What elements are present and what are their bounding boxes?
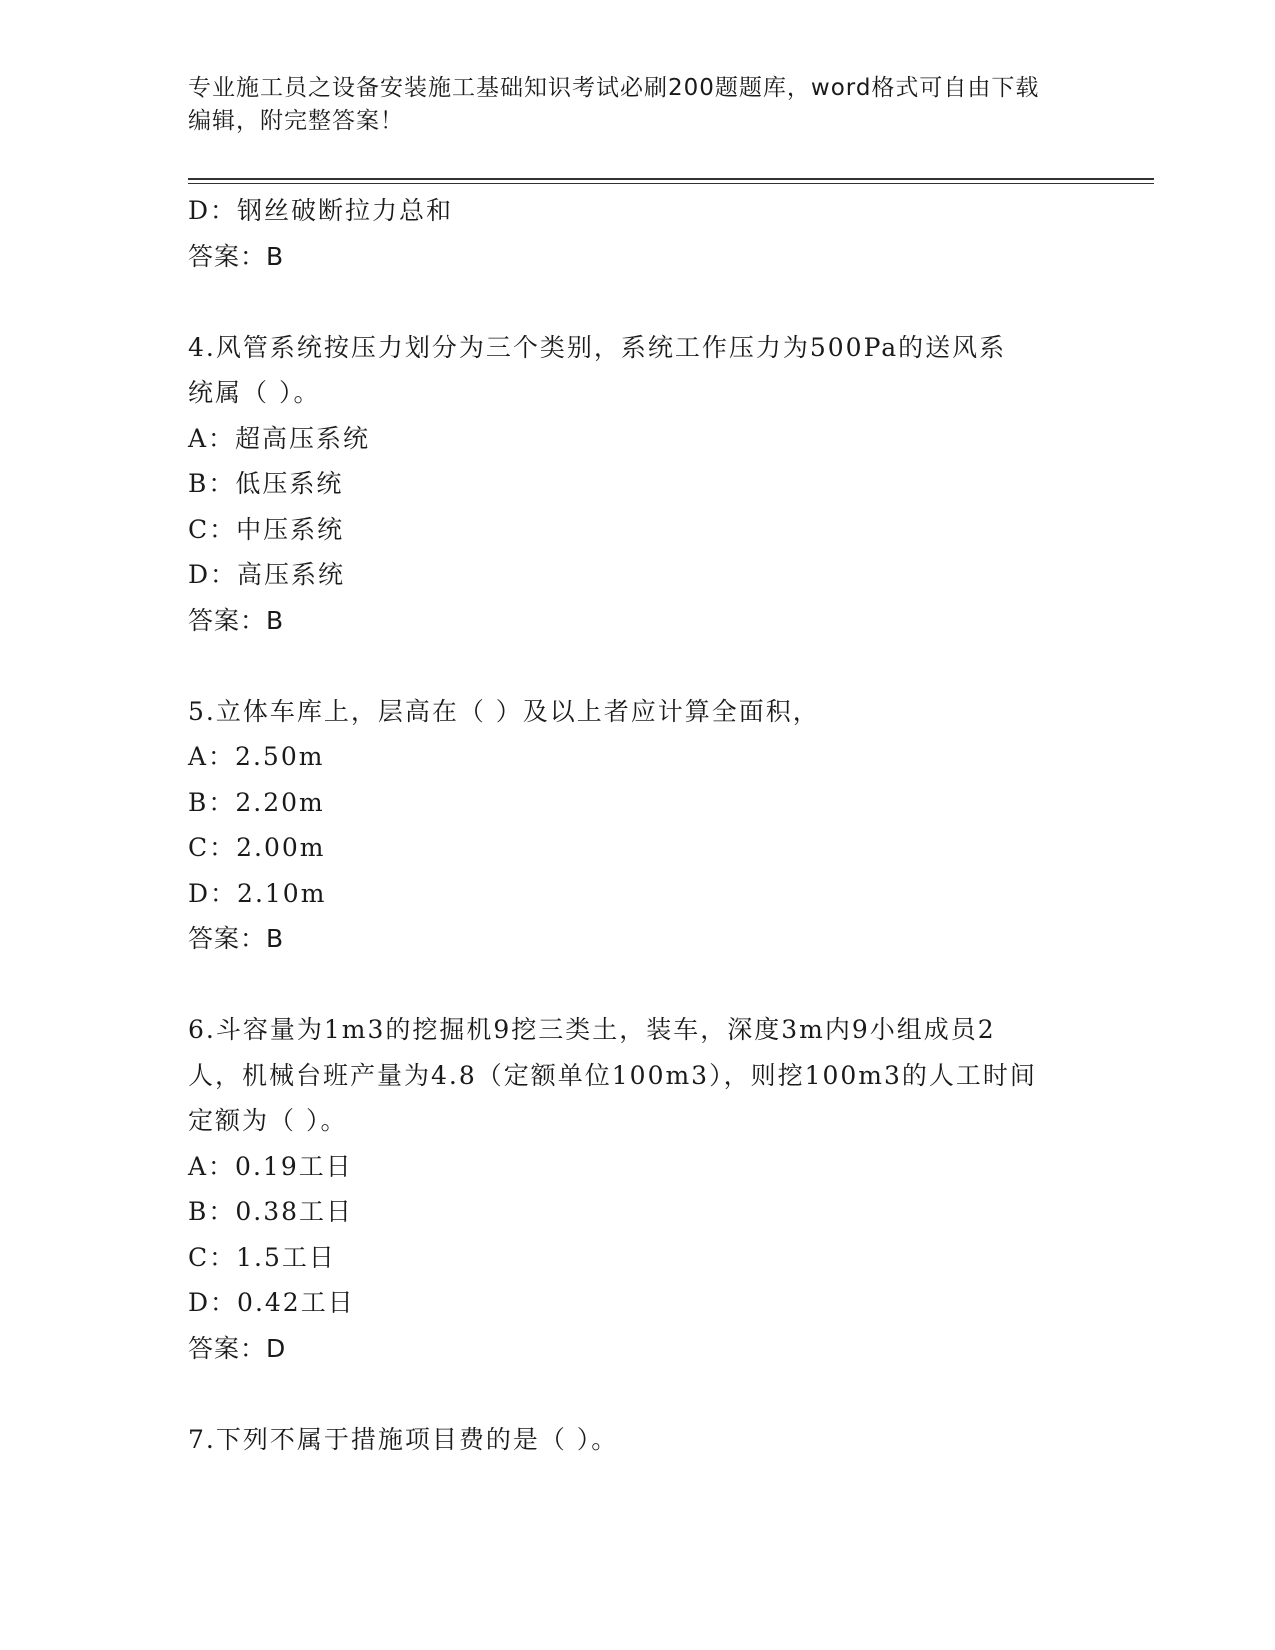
answer: 答案：B bbox=[188, 924, 285, 953]
option-a: A：0.19工日 bbox=[188, 1151, 353, 1181]
option-d: D：2.10m bbox=[188, 878, 327, 908]
question-5 bbox=[188, 689, 1088, 962]
header-divider-thick bbox=[188, 178, 1154, 180]
question-stem: 统属（ ）。 bbox=[188, 378, 321, 407]
option-a: A：2.50m bbox=[188, 742, 325, 771]
answer: 答案：D bbox=[188, 1333, 287, 1363]
question-6 bbox=[188, 1007, 1088, 1371]
answer: 答案：B bbox=[188, 605, 285, 635]
question-stem: 5.立体车库上，层高在（ ）及以上者应计算全面积， bbox=[188, 696, 820, 726]
option-b: B：低压系统 bbox=[188, 469, 344, 498]
question-stem: 定额为（ ）。 bbox=[188, 1106, 348, 1135]
question-content bbox=[188, 188, 1088, 1462]
question-stem: 4.风管系统按压力划分为三个类别，系统工作压力为500Pa的送风系 bbox=[188, 332, 1007, 362]
option-d: D：高压系统 bbox=[188, 560, 346, 589]
spacer bbox=[188, 962, 1088, 1008]
option-b: B：0.38工日 bbox=[188, 1197, 354, 1226]
option-c: C：2.00m bbox=[188, 833, 326, 862]
option-c: C：中压系统 bbox=[188, 514, 345, 544]
option-d: D：0.42工日 bbox=[188, 1288, 355, 1317]
header-line-1: 专业施工员之设备安装施工基础知识考试必刷200题题库，word格式可自由下载 bbox=[188, 75, 1040, 101]
question-3-tail bbox=[188, 188, 1088, 279]
option-c: C：1.5工日 bbox=[188, 1242, 336, 1272]
option-b: B：2.20m bbox=[188, 787, 325, 817]
question-stem: 人，机械台班产量为4.8（定额单位100m3），则挖100m3的人工时间 bbox=[188, 1060, 1037, 1090]
spacer bbox=[188, 1371, 1088, 1417]
spacer bbox=[188, 279, 1088, 325]
document-header bbox=[188, 72, 1088, 138]
header-line-2: 编辑，附完整答案！ bbox=[188, 108, 404, 134]
spacer bbox=[188, 643, 1088, 689]
option-a: A：超高压系统 bbox=[188, 423, 371, 453]
question-7 bbox=[188, 1417, 1088, 1463]
question-4 bbox=[188, 325, 1088, 644]
question-stem: 6.斗容量为1m3的挖掘机9挖三类土，装车，深度3m内9小组成员2 bbox=[188, 1015, 996, 1044]
header-divider-thin bbox=[188, 183, 1154, 184]
option-d: D：钢丝破断拉力总和 bbox=[188, 196, 454, 225]
question-stem: 7.下列不属于措施项目费的是（ ）。 bbox=[188, 1424, 619, 1454]
answer: 答案：B bbox=[188, 241, 285, 271]
